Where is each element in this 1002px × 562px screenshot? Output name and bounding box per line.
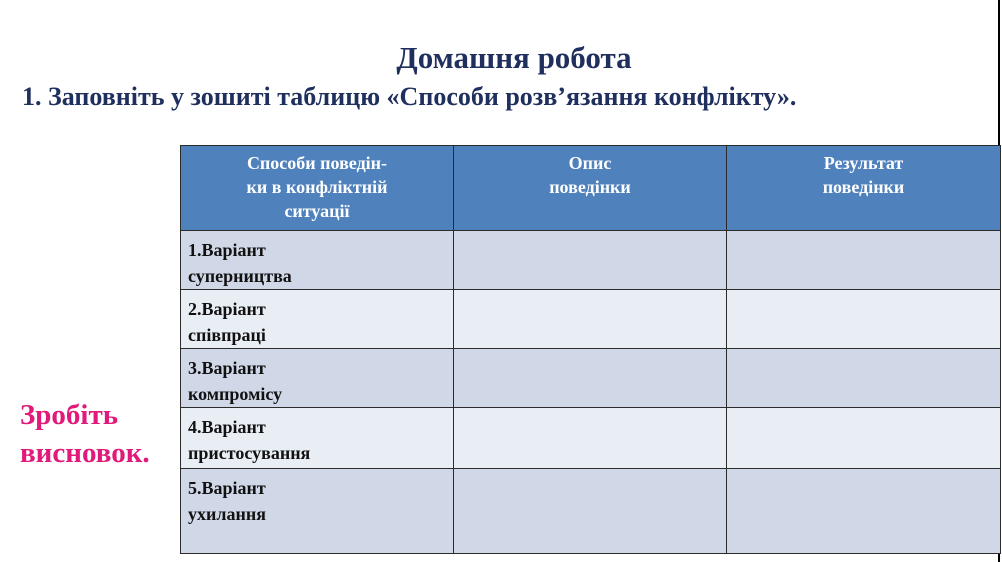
row-label-line: співпраці bbox=[188, 325, 266, 345]
row-label-cell bbox=[181, 349, 454, 408]
row-label-cell bbox=[181, 408, 454, 469]
header-text-line: поведінки bbox=[822, 177, 905, 197]
header-behavior-result bbox=[727, 146, 1001, 231]
task-instruction: 1. Заповніть у зошиті таблицю «Способи розв’язання конфлікту». bbox=[22, 82, 797, 111]
empty-result-cell bbox=[727, 469, 1001, 554]
conclusion-line-1: Зробіть bbox=[20, 399, 119, 431]
row-label-line: 5.Варіант bbox=[188, 478, 266, 498]
conclusion-note bbox=[20, 396, 150, 472]
table-row bbox=[181, 231, 1001, 290]
empty-description-cell bbox=[454, 469, 727, 554]
row-label-line: 3.Варіант bbox=[188, 358, 266, 378]
table-row bbox=[181, 290, 1001, 349]
header-text-line: Результат bbox=[823, 153, 904, 173]
row-label-line: компромісу bbox=[188, 384, 283, 404]
header-text-line: ки в конфліктній bbox=[246, 177, 388, 197]
empty-result-cell bbox=[727, 290, 1001, 349]
row-label-cell bbox=[181, 231, 454, 290]
empty-description-cell bbox=[454, 349, 727, 408]
empty-description-cell bbox=[454, 290, 727, 349]
row-label-line: 2.Варіант bbox=[188, 299, 266, 319]
header-text-line: Опис bbox=[568, 153, 612, 173]
header-text-line: поведінки bbox=[549, 177, 631, 197]
page-title: Домашня робота bbox=[396, 40, 632, 75]
empty-description-cell bbox=[454, 408, 727, 469]
row-label-line: 1.Варіант bbox=[188, 240, 266, 260]
empty-result-cell bbox=[727, 231, 1001, 290]
table-row bbox=[181, 349, 1001, 408]
empty-description-cell bbox=[454, 231, 727, 290]
table-header-row bbox=[181, 146, 1001, 231]
table-row bbox=[181, 469, 1001, 554]
row-label-line: 4.Варіант bbox=[188, 417, 266, 437]
conflict-methods-table bbox=[180, 145, 1001, 554]
header-text-line: Способи поведін- bbox=[246, 153, 388, 173]
row-label-cell bbox=[181, 469, 454, 554]
table-row bbox=[181, 408, 1001, 469]
header-behavior-description bbox=[454, 146, 727, 231]
row-label-cell bbox=[181, 290, 454, 349]
row-label-line: суперництва bbox=[188, 266, 292, 286]
row-label-line: пристосування bbox=[188, 443, 311, 463]
empty-result-cell bbox=[727, 408, 1001, 469]
header-text-line: ситуації bbox=[284, 201, 350, 221]
empty-result-cell bbox=[727, 349, 1001, 408]
conclusion-line-2: висновок. bbox=[20, 437, 150, 469]
row-label-line: ухилання bbox=[188, 504, 266, 524]
header-behavior-methods bbox=[181, 146, 454, 231]
